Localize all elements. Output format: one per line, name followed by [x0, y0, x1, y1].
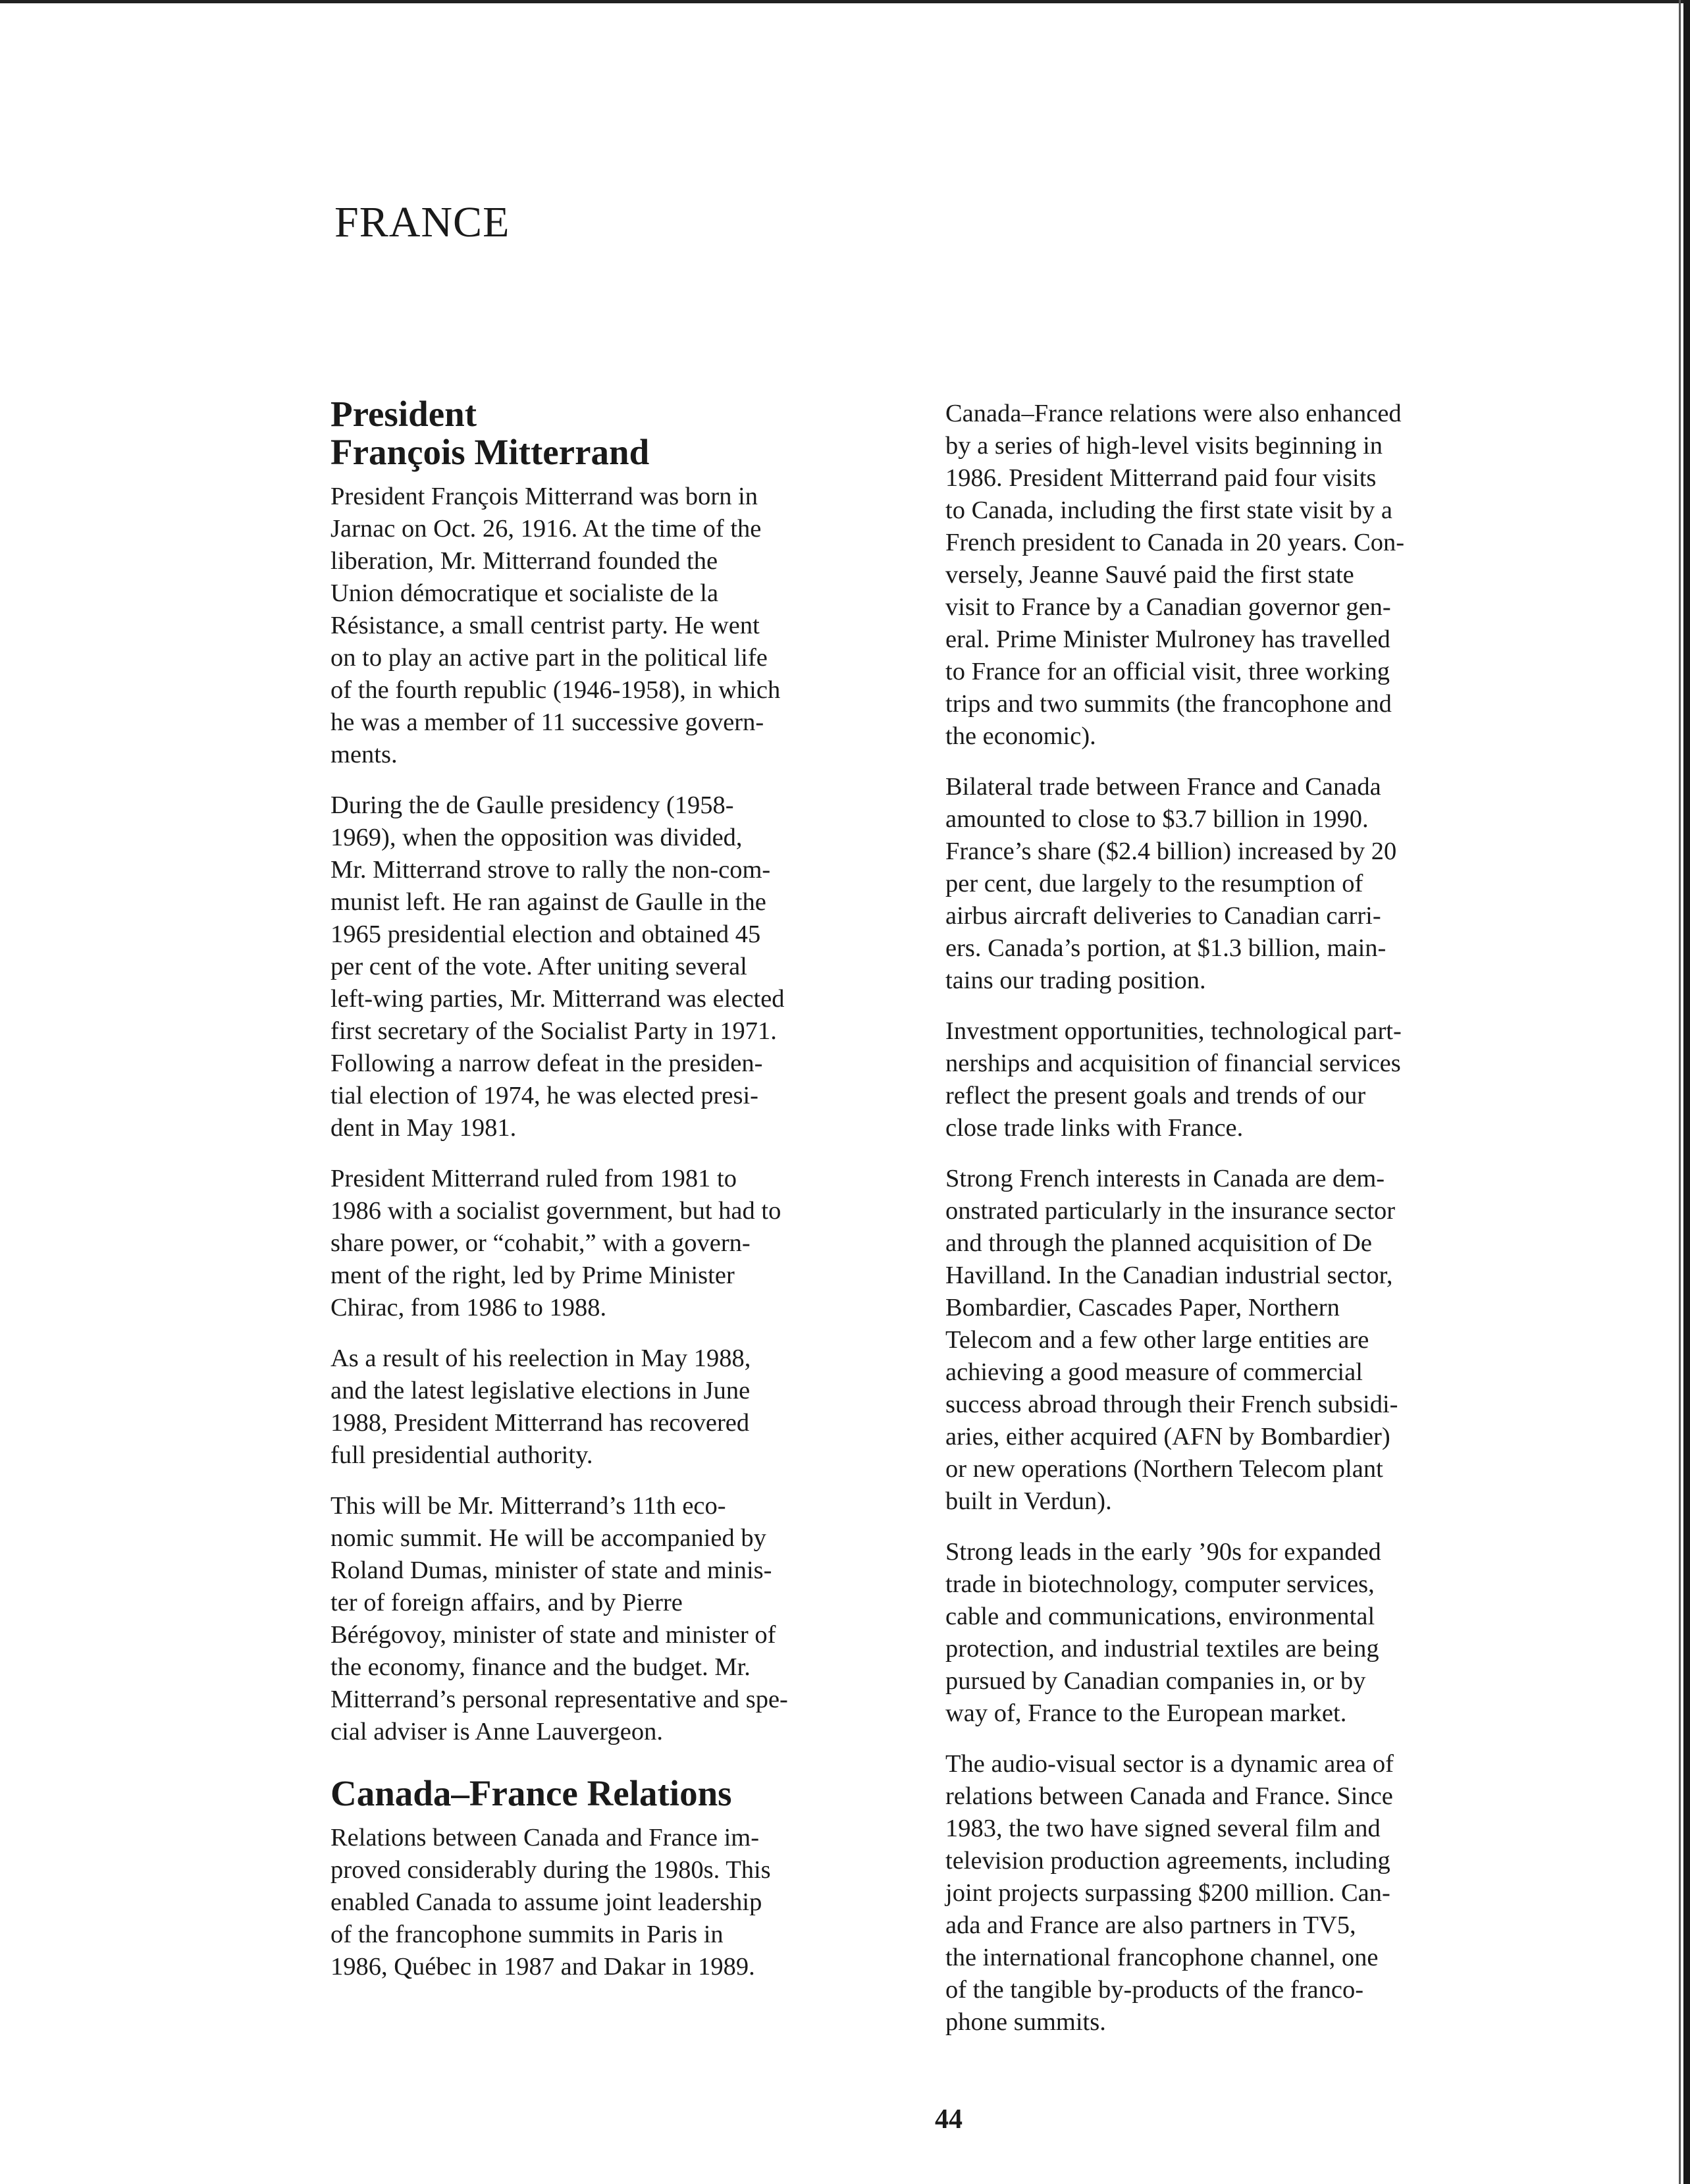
paragraph: Investment opportunities, technological part- nerships and acquisition of financial services reflect the present goals and trends of our close trade links with France. [945, 1017, 1402, 1142]
paragraph: This will be Mr. Mitterrand’s 11th eco- nomic summit. He will be accompanied by Roland Dumas, minister of state and minis- ter of foreign affairs, and by Pierre Bérégovoy, minister of state and minister of the economy, finance and the budget. Mr. Mitterrand’s personal representative and spe- cial adviser is Anne Lauvergeon. [330, 1492, 788, 1745]
left-column [330, 395, 845, 2002]
right-column [945, 398, 1460, 2057]
paragraph: The audio-visual sector is a dynamic area of relations between Canada and France. Since 1983, the two have signed several film and television production agreements, including joint projects surpassing $200 million. Can- ada and France are also partners in TV5, the international francophone channel, one of the tangible by-products of the franco- phone summits. [945, 1750, 1394, 2036]
top-border-line [0, 0, 1685, 3]
paragraph: President Mitterrand ruled from 1981 to 1986 with a socialist government, but had to share power, or “cohabit,” with a govern- ment of the right, led by Prime Minister Chirac, from 1986 to 1988. [330, 1165, 781, 1321]
section-heading-mitterrand: President François Mitterrand [330, 394, 650, 472]
page-title: FRANCE [334, 198, 510, 246]
paragraph: Canada–France relations were also enhanced by a series of high-level visits beginning in 1986. President Mitterrand paid four visits to Canada, including the first state visit by a French president to Canada in 20 years. Con- versely, Jeanne Sauvé paid the first state visit to France by a Canadian governor gen- eral. Prime Minister Mulroney has travelled to France for an official visit, three working trips and two summits (the francophone and the economic). [945, 400, 1405, 750]
paragraph: Strong leads in the early ’90s for expanded trade in biotechnology, computer services, cable and communications, environmental protection, and industrial textiles are being pursued by Canadian companies in, or by way of, France to the European market. [945, 1538, 1381, 1727]
paragraph: During the de Gaulle presidency (1958- 1969), when the opposition was divided, Mr. Mitterrand strove to rally the non-com- munist left. He ran against de Gaulle in the 1965 presidential election and obtained 45 per cent of the vote. After uniting several left-wing parties, Mr. Mitterrand was elected first secretary of the Socialist Party in 1971. Following a narrow defeat in the presiden- tial election of 1974, he was elected presi- dent in May 1981. [330, 791, 785, 1142]
right-scan-edge-inner [1679, 0, 1681, 2184]
paragraph: Relations between Canada and France im- proved considerably during the 1980s. This enabled Canada to assume joint leadership of the francophone summits in Paris in 1986, Québec in 1987 and Dakar in 1989. [330, 1824, 771, 1981]
section-heading-relations: Canada–France Relations [330, 1773, 732, 1813]
paragraph: President François Mitterrand was born in Jarnac on Oct. 26, 1916. At the time of the liberation, Mr. Mitterrand founded the Union démocratique et socialiste de la Résistance, a small centrist party. He went on to play an active part in the political life of the fourth republic (1946-1958), in which he was a member of 11 successive govern- ments. [330, 483, 781, 768]
page-number: 44 [935, 2104, 963, 2135]
paragraph: Strong French interests in Canada are dem- onstrated particularly in the insurance sector and through the planned acquisition of De Havilland. In the Canadian industrial sector, Bombardier, Cascades Paper, Northern Telecom and a few other large entities are achieving a good measure of commercial success abroad through their French subsidi- aries, either acquired (AFN by Bombardier) or new operations (Northern Telecom plant built in Verdun). [945, 1165, 1398, 1515]
paragraph: As a result of his reelection in May 1988, and the latest legislative elections in June 1988, President Mitterrand has recovered full presidential authority. [330, 1345, 751, 1469]
right-scan-edge [1683, 0, 1690, 2184]
paragraph: Bilateral trade between France and Canada amounted to close to $3.7 billion in 1990. France’s share ($2.4 billion) increased by 20 per cent, due largely to the resumption of airbus aircraft deliveries to Canadian carri- ers. Canada’s portion, at $1.3 billion, main- tains our trading position. [945, 773, 1397, 994]
